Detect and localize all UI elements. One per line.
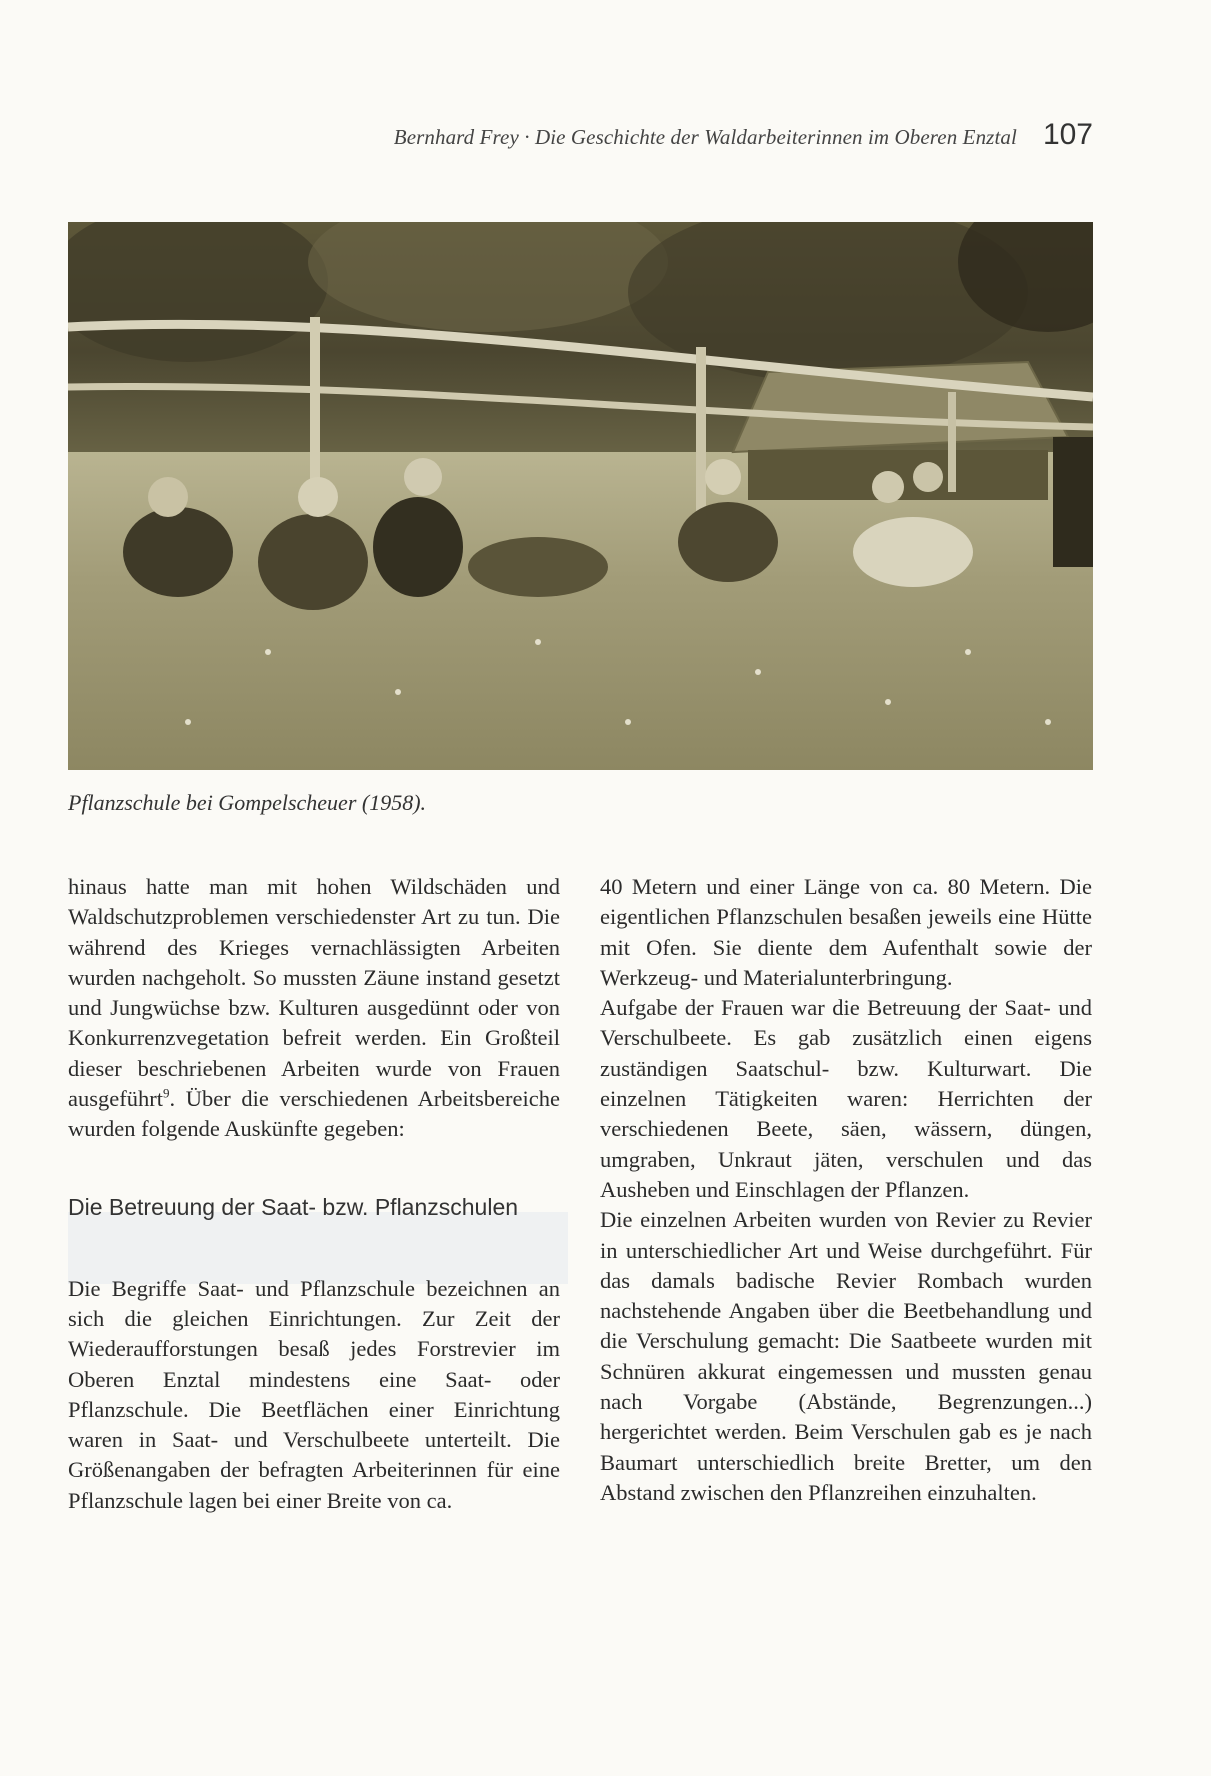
footnote-ref[interactable]: 9 — [162, 1085, 170, 1101]
right-paragraph-3: Die einzelnen Arbeiten wurden von Revier zu Revier in unterschiedlicher Art und Weise durchgeführt. Für das damals badische Revier Rombach wurden nachstehende Angaben über die Beetbehandlung und die Verschulung gemacht: Die Saatbeete wurden mit Schnüren akkurat eingemessen und mussten genau nach Vorgabe (Abstände, Begrenzungen...) hergerichtet werden. Beim Verschulen gab es je nach Baumart unterschiedlich breite Bretter, um den Abstand zwischen den Pflanzreihen einzuhalten. — [600, 1207, 1092, 1505]
right-paragraph-1: 40 Metern und einer Länge von ca. 80 Metern. Die eigentlichen Pflanzschulen besaßen jeweils eine Hütte mit Ofen. Sie diente dem Aufenthalt sowie der Werkzeug- und Materialunterbringung. — [600, 874, 1092, 990]
right-paragraph-2: Aufgabe der Frauen war die Betreuung der Saat- und Verschulbeete. Es gab zusätzlich einen eigens zuständigen Saatschul- bzw. Kulturwart. Die einzelnen Tätigkeiten waren: Herrichten der verschiedenen Beete, säen, wässern, düngen, umgraben, Unkraut jäten, verschulen und das Ausheben und Einschlagen der Pflanzen. — [600, 995, 1092, 1202]
figure-caption: Pflanzschule bei Gompelscheuer (1958). — [68, 790, 427, 815]
left-column — [68, 872, 560, 1516]
right-column — [600, 872, 1092, 1508]
photo-nursery — [68, 222, 1093, 770]
fence-post — [948, 392, 956, 492]
section-heading: Die Betreuung der Saat- bzw. Pflanzschulen — [68, 1193, 519, 1220]
page-number: 107 — [1042, 118, 1093, 151]
running-head — [68, 118, 1093, 158]
fence-post — [696, 347, 706, 517]
running-title: Bernhard Frey · Die Geschichte der Waldarbeiterinnen im Oberen Enztal — [393, 125, 1017, 149]
left-paragraph-1: hinaus hatte man mit hohen Wildschäden und Waldschutzproblemen verschiedenster Art zu tun. Die während des Krieges vernachlässigten Arbeiten wurden nachgeholt. So mussten Zäune instand gesetzt und Jungwüchse bzw. Kulturen ausgedünnt oder von Konkurrenzvegetation befreit werden. Ein Großteil dieser beschriebenen Arbeiten wurde von Frauen ausgeführt$^9$. Über die verschiedenen Arbeitsbereiche wurden folgende Auskünfte gegeben: — [68, 874, 560, 1142]
left-paragraph-2: Die Begriffe Saat- und Pflanzschule bezeichnen an sich die gleichen Einrichtungen. Zur Zeit der Wiederaufforstungen besaß jedes Forstrevier im Oberen Enztal mindestens eine Saat- oder Pflanzschule. Die Beetflächen einer Einrichtung waren in Saat- und Verschulbeete unterteilt. Die Größenangaben der befragten Arbeiterinnen für eine Pflanzschule lagen bei einer Breite von ca. — [68, 1275, 560, 1513]
